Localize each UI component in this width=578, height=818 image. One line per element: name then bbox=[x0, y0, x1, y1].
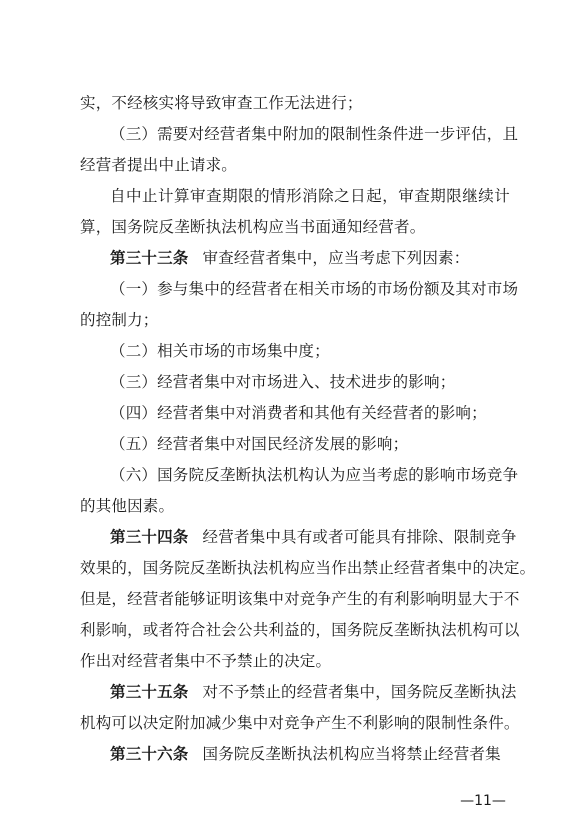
text-line bbox=[80, 706, 520, 740]
text-line bbox=[110, 427, 510, 461]
text-line bbox=[110, 117, 519, 151]
line-text: 自中止计算审查期限的情形消除之日起，审查期限继续计 bbox=[110, 187, 510, 205]
line-text: 的其他因素。 bbox=[80, 497, 175, 515]
text-line bbox=[80, 551, 536, 585]
text-line bbox=[110, 365, 510, 399]
article-line bbox=[110, 737, 510, 771]
article-line bbox=[110, 241, 510, 275]
line-text: （六）国务院反垄断执法机构认为应当考虑的影响市场竞争 bbox=[110, 466, 519, 484]
article-line bbox=[110, 675, 517, 709]
line-text: 作出对经营者集中不予禁止的决定。 bbox=[80, 652, 332, 670]
line-text: 经营者提出中止请求。 bbox=[80, 156, 238, 174]
line-text: 审查经营者集中，应当考虑下列因素： bbox=[202, 249, 470, 267]
line-text: 实，不经核实将导致审查工作无法进行； bbox=[80, 94, 363, 112]
line-text: （四）经营者集中对消费者和其他有关经营者的影响； bbox=[110, 404, 487, 422]
line-text: 算，国务院反垄断执法机构应当书面通知经营者。 bbox=[80, 218, 426, 236]
article-number: 第三十六条 bbox=[110, 745, 189, 763]
line-text: 国务院反垄断执法机构应当将禁止经营者集 bbox=[202, 745, 501, 763]
line-text: （一）参与集中的经营者在相关市场的市场份额及其对市场 bbox=[110, 280, 519, 298]
text-line bbox=[110, 396, 510, 430]
text-line bbox=[80, 210, 510, 244]
line-text: 经营者集中具有或者可能具有排除、限制竞争 bbox=[202, 528, 517, 546]
line-text: 效果的，国务院反垄断执法机构应当作出禁止经营者集中的决定。 bbox=[80, 559, 536, 577]
text-line bbox=[80, 613, 520, 647]
line-text: （三）经营者集中对市场进入、技术进步的影响； bbox=[110, 373, 456, 391]
text-line bbox=[80, 148, 510, 182]
article-number: 第三十四条 bbox=[110, 528, 189, 546]
text-line bbox=[80, 86, 510, 120]
text-line bbox=[80, 303, 510, 337]
line-text: （二）相关市场的市场集中度； bbox=[110, 342, 330, 360]
text-line bbox=[80, 489, 510, 523]
text-line bbox=[110, 334, 510, 368]
text-line bbox=[80, 644, 510, 678]
text-line bbox=[110, 179, 510, 213]
line-text: 的控制力； bbox=[80, 311, 159, 329]
article-line bbox=[110, 520, 517, 554]
line-text: 利影响，或者符合社会公共利益的，国务院反垄断执法机构可以 bbox=[80, 621, 520, 639]
page-number: —11— bbox=[460, 793, 506, 809]
line-text: 但是，经营者能够证明该集中对竞争产生的有利影响明显大于不 bbox=[80, 590, 520, 608]
line-text: 对不予禁止的经营者集中，国务院反垄断执法 bbox=[202, 683, 517, 701]
line-text: 机构可以决定附加减少集中对竞争产生不利影响的限制性条件。 bbox=[80, 714, 520, 732]
article-number: 第三十五条 bbox=[110, 683, 189, 701]
text-line bbox=[110, 272, 519, 306]
line-text: （三）需要对经营者集中附加的限制性条件进一步评估，且 bbox=[110, 125, 519, 143]
article-number: 第三十三条 bbox=[110, 249, 189, 267]
text-line bbox=[110, 458, 519, 492]
text-line bbox=[80, 582, 520, 616]
line-text: （五）经营者集中对国民经济发展的影响； bbox=[110, 435, 409, 453]
